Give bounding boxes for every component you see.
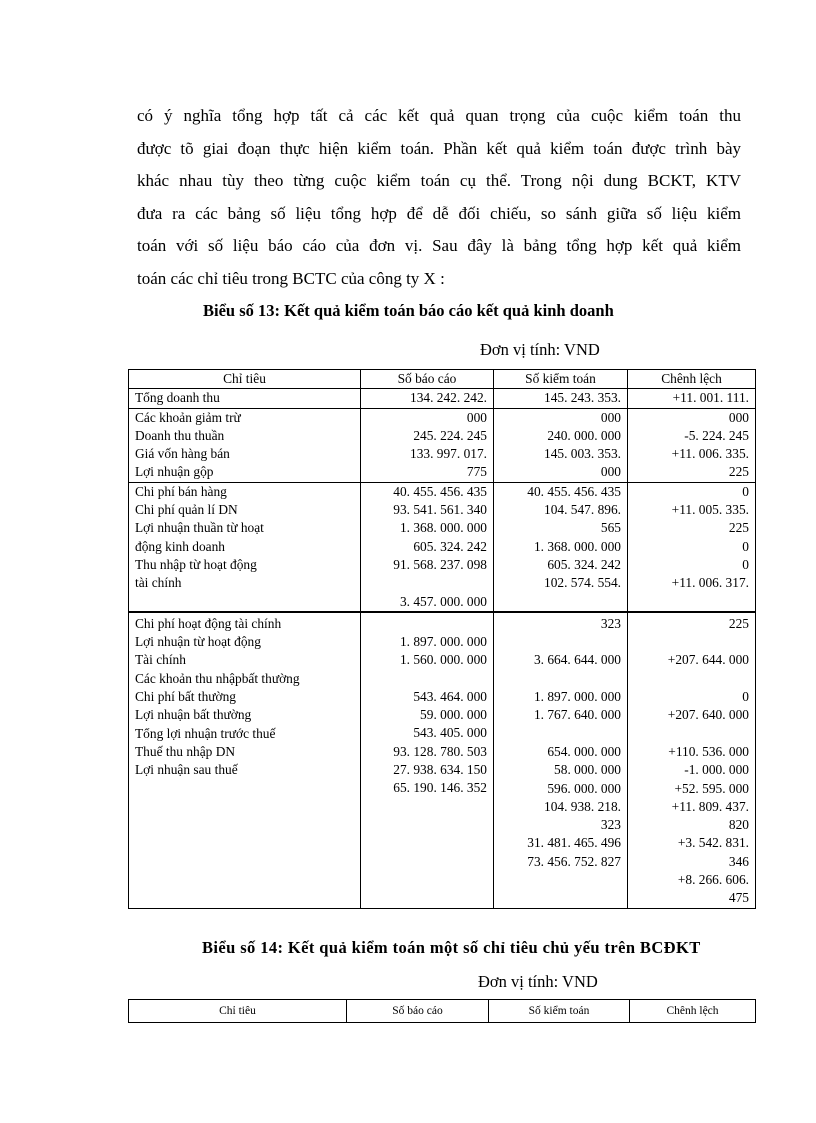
cell-line: 225 <box>728 615 749 631</box>
difference-cell <box>628 612 756 908</box>
audited-cell <box>494 482 628 612</box>
reported-cell <box>361 389 494 408</box>
audited-cell <box>494 612 628 908</box>
table13-unit: Đơn vị tính: VND <box>480 340 600 359</box>
table-row <box>129 612 756 908</box>
cell-line: Các khoản giảm trừ <box>135 409 241 425</box>
cell-line: 820 <box>728 817 749 833</box>
cell-line: 1. 897. 000. 000 <box>399 633 487 649</box>
cell-line: +11. 001. 111. <box>672 390 749 406</box>
cell-line: 1. 368. 000. 000 <box>533 538 621 554</box>
difference-cell <box>628 482 756 612</box>
cell-line: 775 <box>466 464 487 480</box>
cell-line <box>634 725 749 743</box>
difference-cell <box>628 389 756 408</box>
cell-line <box>634 633 749 651</box>
cell-line: Chi phí quản lí DN <box>135 502 238 518</box>
cell-line: Lợi nhuận gộp <box>135 464 214 480</box>
cell-line: Giá vốn hàng bán <box>135 446 230 462</box>
cell-line: 65. 190. 146. 352 <box>393 780 487 796</box>
paragraph-line: có ý nghĩa tổng hợp tất cả các kết quả quan trọng của cuộc kiểm toán thu <box>137 106 741 125</box>
cell-line: 0 <box>742 556 749 572</box>
cell-line: 31. 481. 465. 496 <box>527 835 621 851</box>
cell-line: 145. 243. 353. <box>544 390 621 406</box>
cell-line: 104. 547. 896. <box>544 502 621 518</box>
cell-line: +3. 542. 831. <box>677 835 749 851</box>
table-row <box>129 389 756 408</box>
cell-line: 000 <box>466 409 487 425</box>
cell-line: 93. 128. 780. 503 <box>393 743 487 759</box>
paragraph-line: được tõ giai đoạn thực hiện kiểm toán. Phần kết quả kiểm toán được trình bày <box>137 138 741 158</box>
cell-line: động kinh doanh <box>135 538 226 554</box>
cell-line: 133. 997. 017. <box>410 446 487 462</box>
cell-line: 1. 897. 000. 000 <box>533 689 621 705</box>
header-cell: Chênh lệch <box>628 370 756 389</box>
cell-line: +8. 266. 606. <box>677 872 749 888</box>
cell-line: +52. 595. 000 <box>674 780 749 796</box>
table13-header-row <box>129 370 756 389</box>
label-cell <box>129 482 361 612</box>
cell-line: Chi phí bán hàng <box>135 483 227 499</box>
cell-line: 000 <box>600 409 621 425</box>
cell-line: Thuế thu nhập DN <box>135 743 236 759</box>
header-cell: Số báo cáo <box>361 370 494 389</box>
cell-line: 225 <box>728 464 749 480</box>
paragraph-line: toán các chỉ tiêu trong BCTC của công ty X : <box>137 268 445 288</box>
cell-line: 104. 938. 218. <box>544 798 621 814</box>
cell-line: 134. 242. 242. <box>410 390 487 406</box>
cell-line: 102. 574. 554. <box>544 575 621 591</box>
table14-unit: Đơn vị tính: VND <box>478 972 598 991</box>
cell-line: Các khoản thu nhậpbất thường <box>135 670 300 686</box>
cell-line: +11. 006. 335. <box>671 446 749 462</box>
label-cell <box>129 612 361 908</box>
header-cell: Số kiểm toán <box>489 1000 630 1023</box>
cell-line: Tổng lợi nhuận trước thuế <box>135 725 276 741</box>
cell-line: Chi phí bất thường <box>135 689 237 705</box>
cell-line: 323 <box>600 615 621 631</box>
cell-line: Thu nhập từ hoạt động <box>135 556 257 572</box>
cell-line: 91. 568. 237. 098 <box>393 556 487 572</box>
cell-line <box>367 574 487 592</box>
cell-line: 1. 368. 000. 000 <box>399 520 487 536</box>
cell-line: 40. 455. 456. 435 <box>393 483 487 499</box>
cell-line: +11. 809. 437. <box>671 798 749 814</box>
cell-line: -1. 000. 000 <box>684 762 749 778</box>
cell-line: 605. 324. 242 <box>413 538 487 554</box>
difference-cell <box>628 408 756 482</box>
audited-cell <box>494 389 628 408</box>
cell-line: 27. 938. 634. 150 <box>393 761 487 777</box>
paragraph-line: khác nhau tùy theo từng cuộc kiểm toán cụ thể. Trong nội dung BCKT, KTV <box>137 171 741 190</box>
cell-line: Lợi nhuận bất thường <box>135 707 252 723</box>
cell-line: +207. 644. 000 <box>667 652 749 668</box>
cell-line: 346 <box>728 853 749 869</box>
cell-line: Lợi nhuận thuần từ hoạt <box>135 520 264 536</box>
cell-line: 605. 324. 242 <box>547 556 621 572</box>
paragraph-line: toán với số liệu báo cáo của đơn vị. Sau đây là bảng tổng hợp kết quả kiểm <box>137 236 741 255</box>
header-cell: Số kiểm toán <box>494 370 628 389</box>
cell-line: Lợi nhuận sau thuế <box>135 762 238 778</box>
cell-line: 40. 455. 456. 435 <box>527 483 621 499</box>
cell-line <box>500 633 621 651</box>
cell-line: 59. 000. 000 <box>420 707 487 723</box>
cell-line <box>634 670 749 688</box>
cell-line: +207. 640. 000 <box>667 707 749 723</box>
cell-line: 1. 767. 640. 000 <box>533 707 621 723</box>
label-cell <box>129 389 361 408</box>
table-row <box>129 482 756 612</box>
cell-line: 000 <box>600 464 621 480</box>
cell-line: 145. 003. 353. <box>544 446 621 462</box>
cell-line: 58. 000. 000 <box>554 762 621 778</box>
cell-line: 0 <box>742 483 749 499</box>
cell-line: Tổng doanh thu <box>135 390 220 406</box>
cell-line: 323 <box>600 817 621 833</box>
header-cell: Chỉ tiêu <box>129 1000 347 1023</box>
audited-cell <box>494 408 628 482</box>
paragraph-line: đưa ra các bảng số liệu tổng hợp để dễ đối chiếu, so sánh giữa số liệu kiểm <box>137 203 741 223</box>
reported-cell <box>361 408 494 482</box>
cell-line: 240. 000. 000 <box>547 427 621 443</box>
cell-line: 543. 405. 000 <box>413 725 487 741</box>
cell-line <box>500 670 621 688</box>
cell-line <box>500 725 621 743</box>
cell-line: 0 <box>742 538 749 554</box>
cell-line: tài chính <box>135 575 182 591</box>
cell-line: 543. 464. 000 <box>413 688 487 704</box>
cell-line: Doanh thu thuần <box>135 427 225 443</box>
cell-line: 3. 457. 000. 000 <box>399 593 487 609</box>
table-row <box>129 408 756 482</box>
cell-line: 596. 000. 000 <box>547 780 621 796</box>
cell-line: 654. 000. 000 <box>547 743 621 759</box>
body-paragraph <box>137 100 741 295</box>
cell-line: 0 <box>742 689 749 705</box>
cell-line: -5. 224. 245 <box>684 427 749 443</box>
cell-line: 93. 541. 561. 340 <box>393 502 487 518</box>
cell-line: +11. 006. 317. <box>671 575 749 591</box>
cell-line: +110. 536. 000 <box>668 743 749 759</box>
table13 <box>128 369 756 909</box>
table14-header-row <box>129 1000 756 1023</box>
cell-line: 000 <box>728 409 749 425</box>
cell-line: +11. 005. 335. <box>671 502 749 518</box>
table14 <box>128 999 756 1023</box>
table13-caption: Biểu số 13: Kết quả kiểm toán báo cáo kết quả kinh doanh <box>203 301 614 320</box>
reported-cell <box>361 482 494 612</box>
cell-line: 3. 664. 644. 000 <box>533 652 621 668</box>
header-cell: Số báo cáo <box>347 1000 489 1023</box>
cell-line <box>367 669 487 687</box>
label-cell <box>129 408 361 482</box>
cell-line: Lợi nhuận từ hoạt động <box>135 634 261 650</box>
cell-line: 475 <box>728 890 749 906</box>
header-cell: Chỉ tiêu <box>129 370 361 389</box>
cell-line: Tài chính <box>135 652 186 668</box>
cell-line: 565 <box>600 520 621 536</box>
cell-line: 73. 456. 752. 827 <box>527 853 621 869</box>
reported-cell <box>361 612 494 908</box>
cell-line: 225 <box>728 520 749 536</box>
cell-line: Chi phí hoạt động tài chính <box>135 615 282 631</box>
cell-line: 1. 560. 000. 000 <box>399 652 487 668</box>
table14-caption: Biểu số 14: Kết quả kiểm toán một số chỉ tiêu chủ yếu trên BCĐKT <box>202 938 701 957</box>
header-cell: Chênh lệch <box>630 1000 756 1023</box>
cell-line: 245. 224. 245 <box>413 427 487 443</box>
